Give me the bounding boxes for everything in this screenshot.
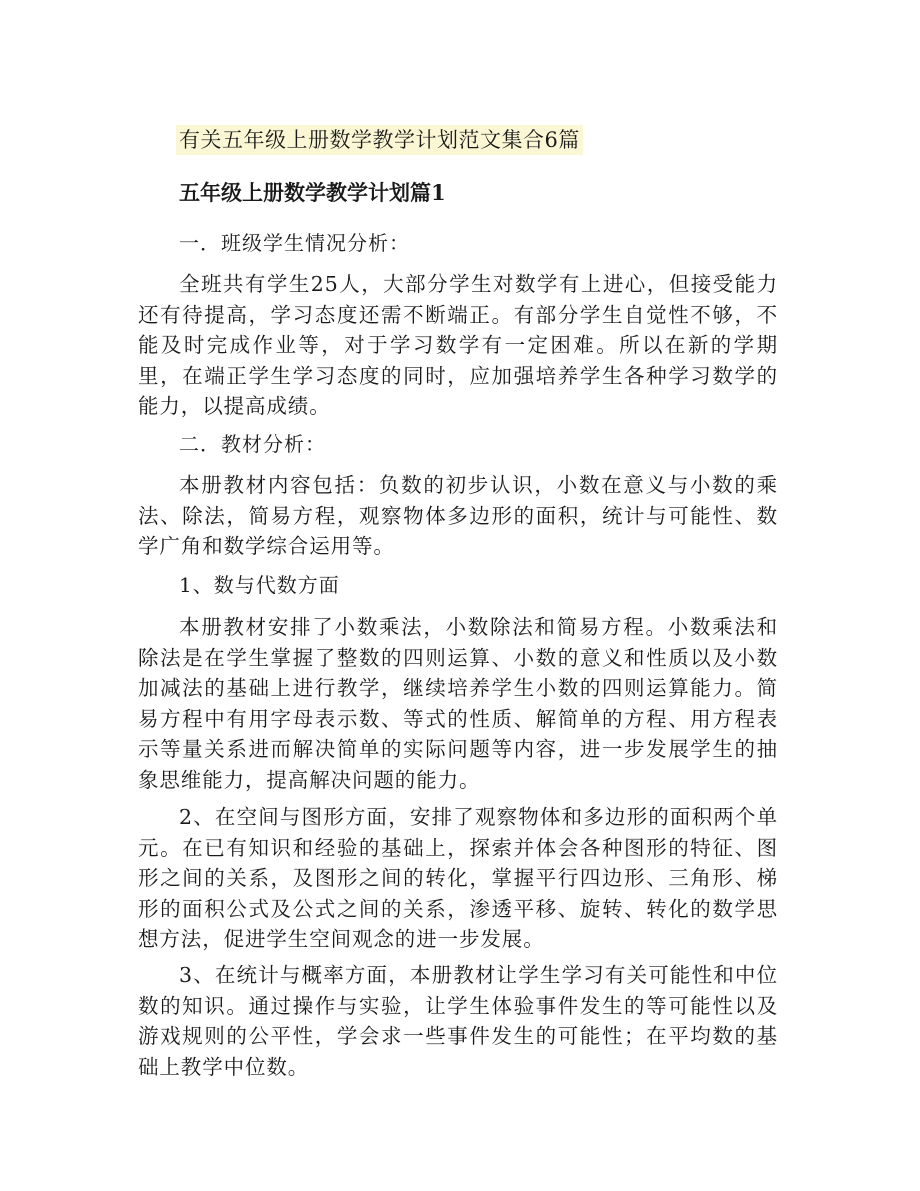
paragraph-statistics-probability: 3、在统计与概率方面，本册教材让学生学习有关可能性和中位数的知识。通过操作与实验，让学生体验事件发生的等可能性以及游戏规则的公平性，学会求一些事件发生的可能性；在平均数的基础上教学中位数。 (138, 963, 778, 1079)
heading-number-algebra: 1、数与代数方面 (179, 573, 340, 597)
paragraph-space-geometry: 2、在空间与图形方面，安排了观察物体和多边形的面积两个单元。在已有知识和经验的基础上，探索并体会各种图形的特征、图形之间的关系，及图形之间的转化，掌握平行四边形、三角形、梯形的面积公式及公式之间的关系，渗透平移、旋转、转化的数学思想方法，促进学生空间观念的进一步发展。 (138, 805, 778, 951)
paragraph-number-algebra: 本册教材安排了小数乘法，小数除法和简易方程。小数乘法和除法是在学生掌握了整数的四则运算、小数的意义和性质以及小数加减法的基础上进行教学，继续培养学生小数的四则运算能力。简易方程中有用字母表示数、等式的性质、解简单的方程、用方程表示等量关系进而解决简单的实际问题等内容，进一步发展学生的抽象思维能力，提高解决问题的能力。 (138, 615, 778, 792)
paragraph-textbook-content: 本册教材内容包括：负数的初步认识，小数在意义与小数的乘法、除法，简易方程，观察物体多边形的面积，统计与可能性、数学广角和数学综合运用等。 (138, 473, 778, 558)
document-title: 有关五年级上册数学教学计划范文集合6篇 (176, 125, 583, 155)
paragraph-class-analysis: 全班共有学生25人，大部分学生对数学有上进心，但接受能力还有待提高，学习态度还需不断端正。有部分学生自觉性不够，不能及时完成作业等，对于学习数学有一定困难。所以在新的学期里，在端正学生学习态度的同时，应加强培养学生各种学习数学的能力，以提高成绩。 (138, 272, 778, 418)
heading-class-analysis: 一．班级学生情况分析： (179, 231, 410, 255)
section-heading: 五年级上册数学教学计划篇1 (179, 180, 446, 205)
heading-textbook-analysis: 二．教材分析： (179, 432, 326, 456)
